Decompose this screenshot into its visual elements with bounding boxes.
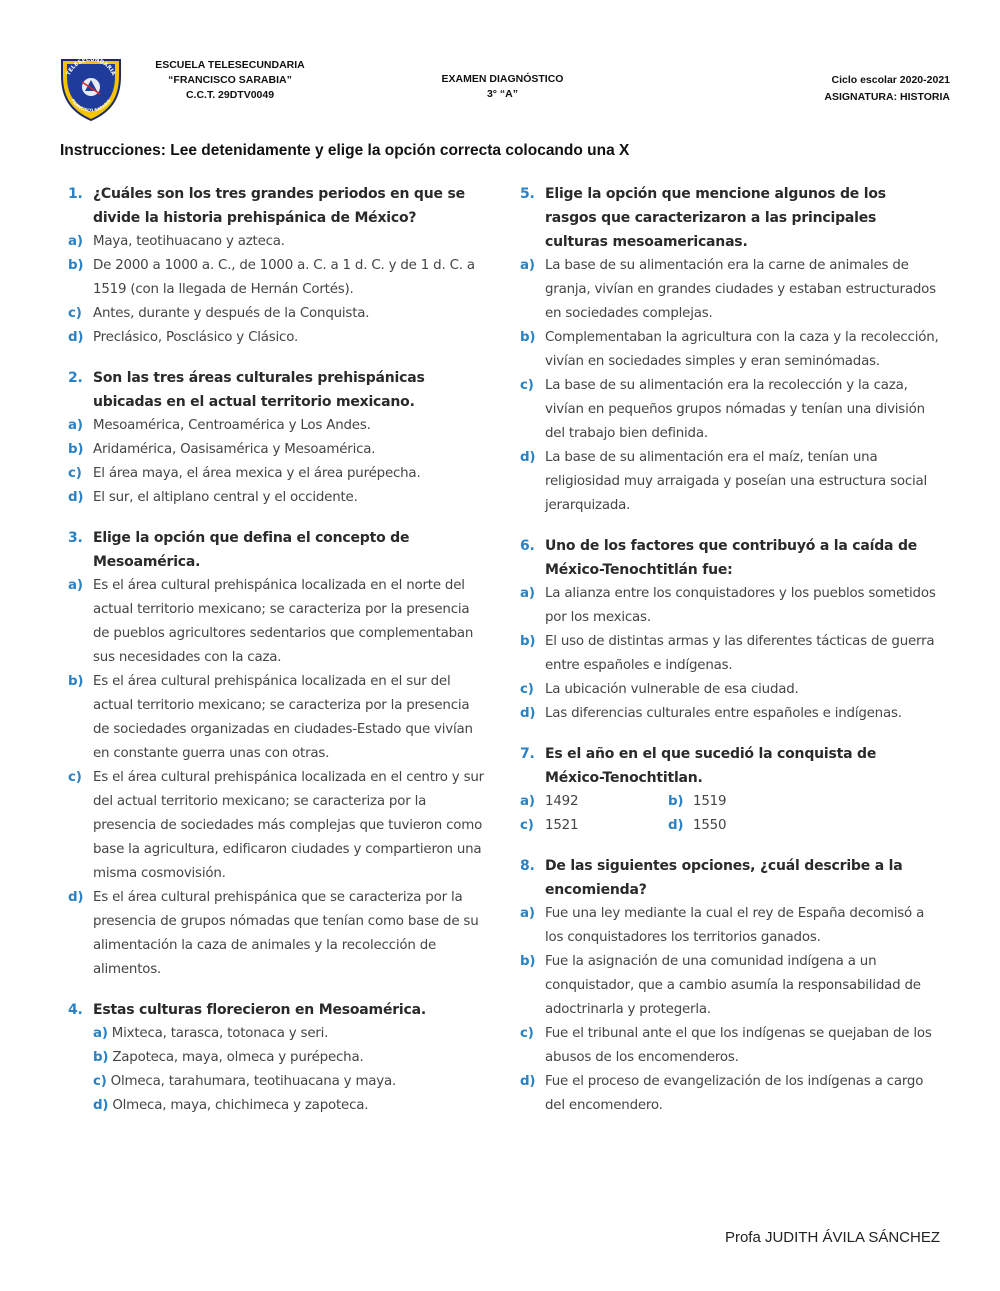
question-text: Elige la opción que mencione algunos de los rasgos que caracterizaron a las principales culturas mesoamericanas.	[545, 186, 886, 250]
option[interactable]	[68, 670, 488, 766]
option-letter: d)	[93, 1098, 109, 1113]
question-3	[68, 526, 488, 982]
school-logo	[58, 54, 124, 122]
option-text: Fue la asignación de una comunidad indígena a un conquistador, que a cambio asumía la responsabilidad de adoctrinarla y protegerla.	[545, 954, 921, 1017]
option[interactable]	[668, 790, 818, 814]
option-text: Es el área cultural prehispánica localizada en el sur del actual territorio mexicano; se caracteriza por la presencia de sociedades organizadas en ciudades-Estado que vivían en constante guerra unas con otras.	[93, 674, 473, 761]
exam-header	[410, 72, 595, 102]
school-cct: C.C.T. 29DTV0049	[185, 89, 275, 101]
option-letter: d)	[68, 490, 84, 505]
option[interactable]	[68, 886, 488, 982]
option-letter: c)	[520, 818, 534, 833]
option-text: 1519	[693, 794, 727, 809]
option[interactable]	[68, 254, 488, 302]
option-text: 1521	[545, 818, 579, 833]
option-letter: a)	[68, 234, 83, 249]
question-text: Son las tres áreas culturales prehispánicas ubicadas en el actual territorio mexicano.	[93, 370, 425, 410]
left-column	[68, 182, 488, 1134]
question-6	[520, 534, 940, 726]
option-letter: a)	[520, 586, 535, 601]
option-text: Antes, durante y después de la Conquista.	[93, 306, 370, 321]
option[interactable]	[520, 446, 940, 518]
option-letter: a)	[68, 418, 83, 433]
question-text: Uno de los factores que contribuyó a la caída de México-Tenochtitlán fue:	[545, 538, 918, 578]
option[interactable]	[520, 814, 668, 838]
option-letter: a)	[93, 1026, 108, 1041]
option-text: El uso de distintas armas y las diferentes tácticas de guerra entre españoles e indígenas.	[545, 634, 935, 673]
option[interactable]	[68, 326, 488, 350]
question-2	[68, 366, 488, 510]
option-text: Olmeca, maya, chichimeca y zapoteca.	[112, 1098, 369, 1113]
school-quote: “FRANCISCO SARABIA”	[168, 74, 292, 86]
option-text: La base de su alimentación era la recolección y la caza, vivían en pequeños grupos nómadas y tenían una división del trabajo bien definida.	[545, 378, 925, 441]
option-letter: b)	[68, 258, 84, 273]
option-letter: a)	[520, 794, 535, 809]
option-letter: c)	[93, 1074, 107, 1089]
option-text: Preclásico, Posclásico y Clásico.	[93, 330, 299, 345]
option-letter: a)	[520, 906, 535, 921]
option-text: Mixteca, tarasca, totonaca y seri.	[111, 1026, 329, 1041]
option-letter: c)	[68, 466, 82, 481]
option-text: Las diferencias culturales entre españoles e indígenas.	[545, 706, 902, 721]
option[interactable]	[520, 702, 940, 726]
option-text: Maya, teotihuacano y azteca.	[93, 234, 285, 249]
option[interactable]	[520, 1070, 940, 1118]
option[interactable]	[68, 486, 488, 510]
option-text: Fue el proceso de evangelización de los indígenas a cargo del encomendero.	[545, 1074, 924, 1113]
teacher-signature: Profa JUDITH ÁVILA SÁNCHEZ	[724, 1229, 940, 1246]
option-text: La base de su alimentación era la carne de animales de granja, vivían en grandes ciudades y estaban estructurados en sociedades complejas.	[545, 258, 936, 321]
question-number: 6.	[520, 538, 535, 554]
question-5	[520, 182, 940, 518]
option[interactable]	[68, 414, 488, 438]
option-text: Es el área cultural prehispánica localizada en el centro y sur del actual territorio mexicano; se caracteriza por la presencia de sociedades más complejas que tuvieron como base la agricultura, edificaron ciudades y compartieron una misma cosmovisión.	[93, 770, 484, 881]
option[interactable]	[520, 254, 940, 326]
option[interactable]	[68, 462, 488, 486]
option-letter: b)	[93, 1050, 109, 1065]
question-text: Estas culturas florecieron en Mesoamérica.	[93, 1002, 427, 1018]
option[interactable]	[68, 766, 488, 886]
option-letter: c)	[520, 378, 534, 393]
option-text: El área maya, el área mexica y el área purépecha.	[93, 466, 421, 481]
option[interactable]	[520, 790, 668, 814]
option-letter: b)	[520, 330, 536, 345]
option-text: El sur, el altiplano central y el occidente.	[93, 490, 358, 505]
right-column	[520, 182, 940, 1134]
school-header	[150, 58, 310, 103]
option[interactable]	[520, 374, 940, 446]
option-letter: d)	[520, 1074, 536, 1089]
option-letter: b)	[520, 954, 536, 969]
option[interactable]	[520, 326, 940, 374]
option-text: La ubicación vulnerable de esa ciudad.	[545, 682, 799, 697]
question-text: ¿Cuáles son los tres grandes periodos en que se divide la historia prehispánica de México?	[93, 186, 465, 226]
option-text: Es el área cultural prehispánica localizada en el norte del actual territorio mexicano; se caracteriza por la presencia de pueblos agricultores sedentarios que complementaban sus necesidades con la caza.	[93, 578, 474, 665]
option[interactable]	[520, 630, 940, 678]
question-number: 2.	[68, 370, 83, 386]
question-text: Elige la opción que defina el concepto de Mesoamérica.	[93, 530, 410, 570]
option-text: Complementaban la agricultura con la caza y la recolección, vivían en sociedades simples y eran seminómadas.	[545, 330, 939, 369]
question-number: 3.	[68, 530, 83, 546]
option[interactable]	[68, 1094, 488, 1118]
option-text: Es el área cultural prehispánica que se caracteriza por la presencia de grupos nómadas que tenían como base de su alimentación la caza de animales y la recolección de alimentos.	[93, 890, 479, 977]
option[interactable]	[68, 1070, 488, 1094]
option[interactable]	[520, 1022, 940, 1070]
option[interactable]	[68, 1022, 488, 1046]
option-letter: a)	[520, 258, 535, 273]
logo-top-text: TELESECUNDARIA	[65, 56, 117, 77]
option[interactable]	[68, 574, 488, 670]
question-4	[68, 998, 488, 1118]
option[interactable]	[68, 302, 488, 326]
option-text: La base de su alimentación era el maíz, tenían una religiosidad muy arraigada y poseían una estructura social jerarquizada.	[545, 450, 928, 513]
option-letter: d)	[520, 706, 536, 721]
question-number: 4.	[68, 1002, 83, 1018]
option-letter: c)	[520, 682, 534, 697]
option-letter: d)	[68, 890, 84, 905]
option-letter: d)	[68, 330, 84, 345]
option-letter: c)	[68, 770, 82, 785]
question-7	[520, 742, 940, 838]
option-letter: c)	[520, 1026, 534, 1041]
school-name: ESCUELA TELESECUNDARIA	[155, 59, 305, 71]
option[interactable]	[68, 1046, 488, 1070]
question-number: 1.	[68, 186, 83, 202]
question-8	[520, 854, 940, 1118]
question-number: 7.	[520, 746, 535, 762]
instructions: Instrucciones: Lee detenidamente y elige la opción correcta colocando una X	[60, 142, 630, 159]
option[interactable]	[520, 950, 940, 1022]
option-text: 1492	[545, 794, 579, 809]
option-text: De 2000 a 1000 a. C., de 1000 a. C. a 1 d. C. y de 1 d. C. a 1519 (con la llegada de Hernán Cortés).	[93, 258, 475, 297]
question-text: Es el año en el que sucedió la conquista de México-Tenochtitlan.	[545, 746, 877, 786]
option-text: Fue el tribunal ante el que los indígenas se quejaban de los abusos de los encomenderos.	[545, 1026, 932, 1065]
option-text: 1550	[693, 818, 727, 833]
option-text: Aridamérica, Oasisamérica y Mesoamérica.	[93, 442, 376, 457]
option-text: Zapoteca, maya, olmeca y purépecha.	[112, 1050, 364, 1065]
subject: ASIGNATURA: HISTORIA	[824, 91, 950, 103]
question-1	[68, 182, 488, 350]
question-text: De las siguientes opciones, ¿cuál describe a la encomienda?	[545, 858, 903, 898]
option[interactable]	[520, 678, 940, 702]
option-text: Mesoamérica, Centroamérica y Los Andes.	[93, 418, 371, 433]
option-letter: b)	[68, 442, 84, 457]
options-grid	[520, 790, 940, 838]
option-letter: d)	[668, 818, 684, 833]
option[interactable]	[520, 582, 940, 630]
option-text: Fue una ley mediante la cual el rey de España decomisó a los conquistadores los territorios ganados.	[545, 906, 925, 945]
exam-title: EXAMEN DIAGNÓSTICO	[441, 73, 564, 85]
logo-bottom-text: FRANCISCO SARABIA	[70, 98, 112, 113]
option-letter: b)	[68, 674, 84, 689]
option[interactable]	[68, 230, 488, 254]
option-letter: b)	[520, 634, 536, 649]
school-cycle: Ciclo escolar 2020-2021	[831, 74, 950, 86]
question-number: 8.	[520, 858, 535, 874]
option-letter: d)	[520, 450, 536, 465]
exam-group: 3° “A”	[486, 88, 519, 100]
question-number: 5.	[520, 186, 535, 202]
option-letter: a)	[68, 578, 83, 593]
course-header	[824, 72, 950, 106]
option[interactable]	[668, 814, 818, 838]
option-letter: c)	[68, 306, 82, 321]
option[interactable]	[520, 902, 940, 950]
option-text: Olmeca, tarahumara, teotihuacana y maya.	[110, 1074, 397, 1089]
option-letter: b)	[668, 794, 684, 809]
option[interactable]	[68, 438, 488, 462]
option-text: La alianza entre los conquistadores y los pueblos sometidos por los mexicas.	[545, 586, 936, 625]
